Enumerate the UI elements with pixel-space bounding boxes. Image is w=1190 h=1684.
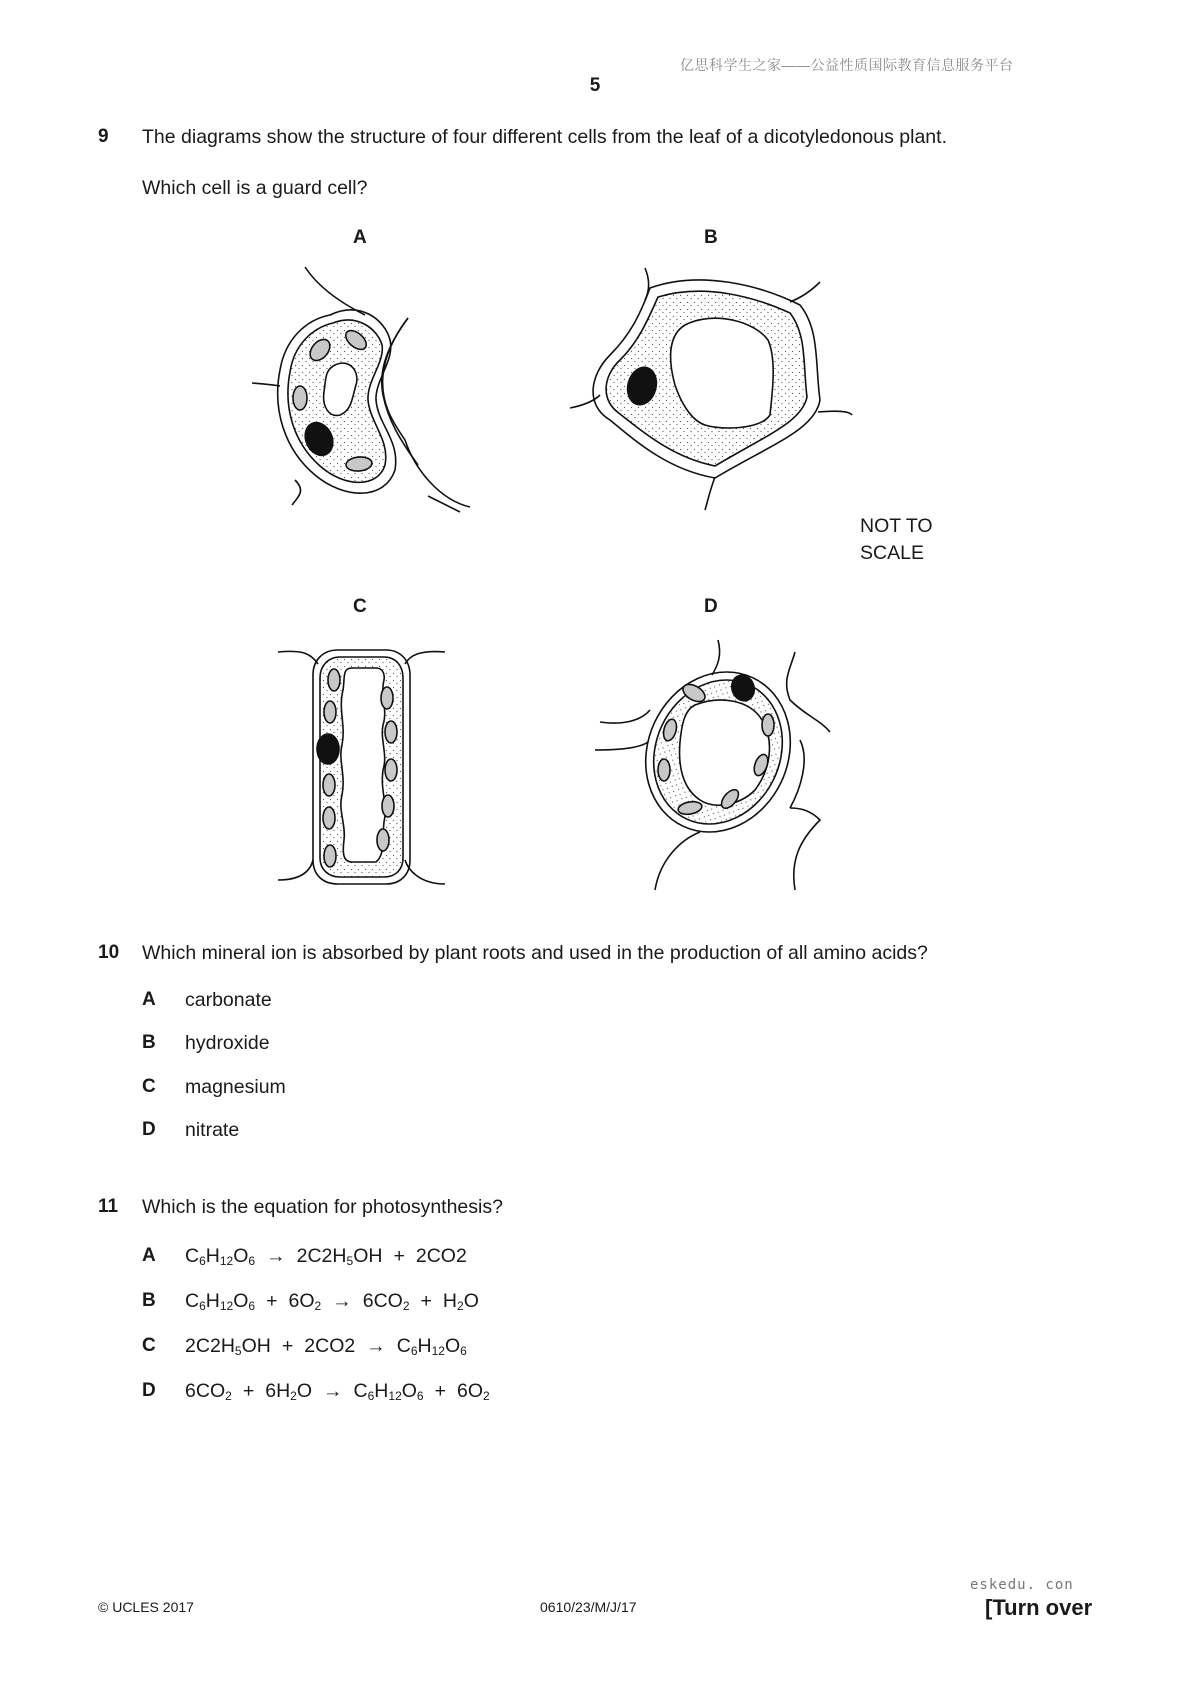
q10-option-text: carbonate (185, 989, 272, 1011)
q10-option-letter: B (142, 1032, 156, 1053)
page-number: 5 (589, 75, 601, 96)
turn-over-label: [Turn over (985, 1595, 1093, 1620)
question-10-text: Which mineral ion is absorbed by plant roots and used in the production of all amino acids? (142, 942, 928, 964)
cell-a-diagram (252, 267, 470, 512)
q10-option-letter: D (142, 1119, 156, 1140)
question-9-prompt: Which cell is a guard cell? (142, 177, 368, 199)
q10-option-text: magnesium (185, 1076, 286, 1098)
q11-option-letter: A (142, 1245, 156, 1266)
cell-d-diagram (595, 640, 830, 890)
site-watermark: eskedu. con (970, 1577, 1074, 1593)
cell-b-diagram (570, 268, 852, 510)
watermark-text: 亿思科学生之家——公益性质国际教育信息服务平台 (680, 57, 1014, 73)
question-10-number: 10 (98, 942, 120, 963)
question-11-number: 11 (98, 1196, 119, 1217)
question-9-number: 9 (98, 126, 109, 147)
cell-c-diagram (278, 650, 445, 884)
cell-label-d: D (704, 596, 718, 617)
question-9-text: The diagrams show the structure of four different cells from the leaf of a dicotyledonous plant. (142, 126, 947, 148)
not-to-scale-line-2: SCALE (860, 542, 924, 564)
q11-option-equation: $2C2H_5OH + 2CO2 \to C_6H_{12}O_6$ (185, 1335, 467, 1358)
q10-option-letter: A (142, 989, 156, 1010)
paper-code: 0610/23/M/J/17 (540, 1599, 637, 1615)
q11-option-equation: $C_6H_{12}O_6 \to 2C2H_5OH + 2CO2$ (185, 1245, 467, 1268)
cell-label-a: A (353, 227, 367, 248)
q10-option-text: nitrate (185, 1119, 240, 1141)
q11-option-equation: $6CO_2 + 6H_2O \to C_6H_{12}O_6 + 6O_2$ (185, 1380, 490, 1403)
q11-option-equation: $C_6H_{12}O_6 + 6O_2 \to 6CO_2 + H_2O$ (185, 1290, 479, 1313)
question-11-text: Which is the equation for photosynthesis? (142, 1196, 503, 1218)
not-to-scale-line-1: NOT TO (860, 515, 933, 537)
q10-option-text: hydroxide (185, 1032, 270, 1054)
copyright-notice: © UCLES 2017 (98, 1599, 194, 1615)
cell-label-b: B (704, 227, 718, 248)
cell-label-c: C (353, 596, 367, 617)
q11-option-letter: D (142, 1380, 156, 1401)
q11-option-letter: C (142, 1335, 156, 1356)
q10-option-letter: C (142, 1076, 156, 1097)
q11-option-letter: B (142, 1290, 156, 1311)
